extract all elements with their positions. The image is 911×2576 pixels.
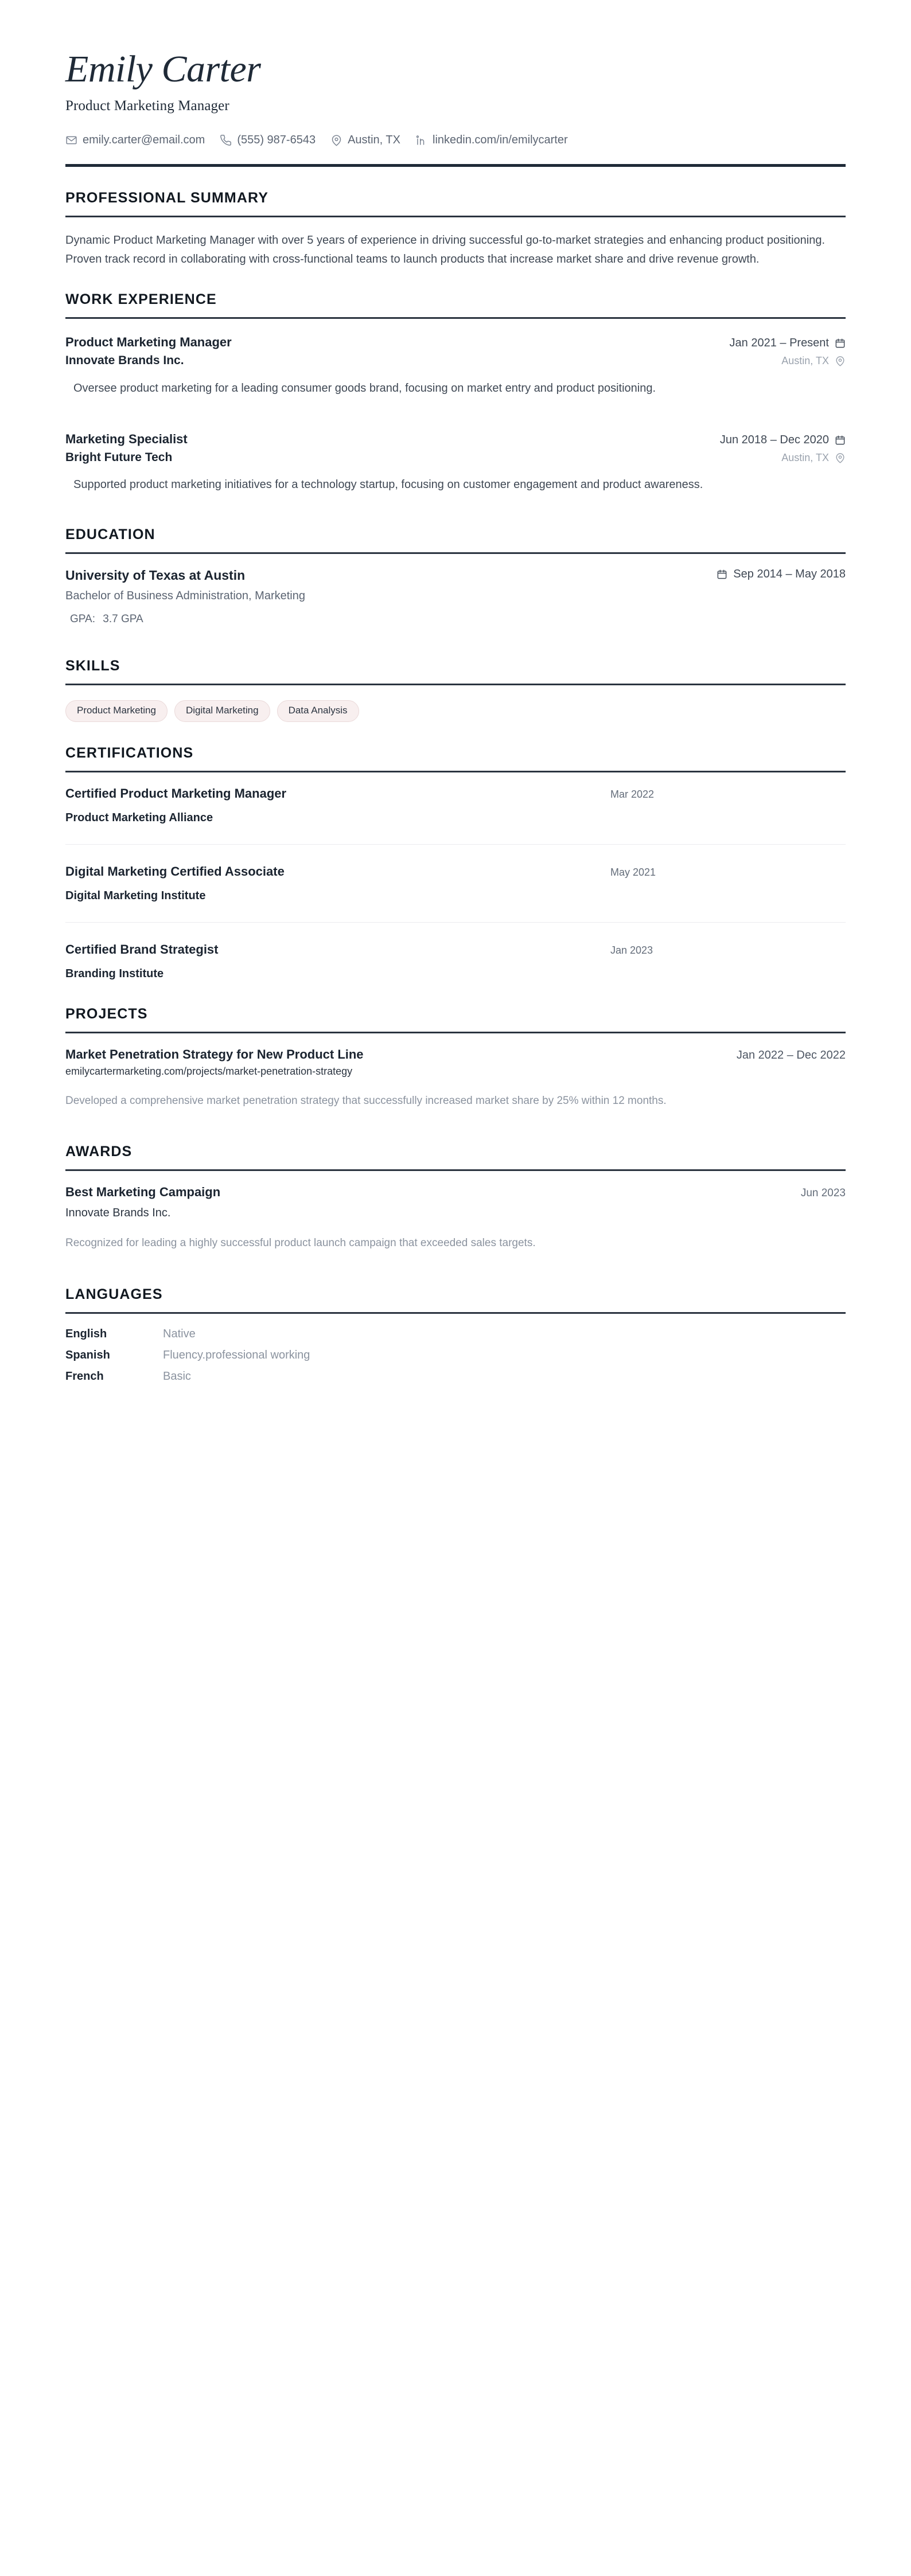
work-entry-company: Bright Future Tech <box>65 450 173 464</box>
education-dates <box>717 568 846 581</box>
work-entry-description: Oversee product marketing for a leading consumer goods brand, focusing on market entry and product positioning. <box>73 381 656 395</box>
certification-date: May 2021 <box>610 866 656 878</box>
calendar-icon <box>835 435 846 446</box>
language-row <box>65 1328 846 1341</box>
calendar-icon <box>717 569 727 580</box>
phone-icon <box>220 134 232 146</box>
envelope-icon <box>65 134 77 146</box>
certification-issuer: Branding Institute <box>65 967 164 980</box>
award-entry <box>65 1185 846 1252</box>
education-gpa <box>70 613 846 626</box>
contact-email-text: emily.carter@email.com <box>83 134 205 147</box>
section-skills <box>65 635 846 721</box>
section-rule-certifications <box>65 771 846 772</box>
location-pin-icon <box>330 134 342 146</box>
section-title-summary: PROFESSIONAL SUMMARY <box>65 190 268 206</box>
contact-phone[interactable] <box>220 134 316 147</box>
project-entry <box>65 1047 846 1110</box>
education-school: University of Texas at Austin <box>65 567 246 583</box>
language-level: Native <box>163 1328 196 1341</box>
language-name: Spanish <box>65 1349 110 1362</box>
certification-name: Certified Product Marketing Manager <box>65 786 287 801</box>
language-level: Fluency.professional working <box>163 1349 310 1362</box>
candidate-headline: Product Marketing Manager <box>65 98 229 114</box>
education-entry <box>65 568 846 626</box>
certification-issuer: Product Marketing Alliance <box>65 811 213 824</box>
work-entry-location-text: Austin, TX <box>781 355 829 367</box>
section-title-skills: SKILLS <box>65 658 120 674</box>
certification-head <box>65 942 846 957</box>
section-work-experience <box>65 268 846 494</box>
contact-phone-text: (555) 987-6543 <box>237 134 316 147</box>
work-entry-org-row <box>65 448 846 467</box>
work-entry-company: Innovate Brands Inc. <box>65 354 184 368</box>
page-bottom-space <box>65 1391 846 1965</box>
certification-entry <box>65 942 846 983</box>
skill-pill: Product Marketing <box>65 700 168 721</box>
language-name: English <box>65 1328 107 1341</box>
certification-issuer: Digital Marketing Institute <box>65 889 206 902</box>
award-organization: Innovate Brands Inc. <box>65 1207 171 1220</box>
certification-head <box>65 864 846 879</box>
section-awards <box>65 1121 846 1252</box>
work-entry-dates <box>730 337 846 350</box>
work-entry-location-text: Austin, TX <box>781 451 829 463</box>
section-rule-skills <box>65 684 846 685</box>
project-head <box>65 1047 846 1062</box>
award-title: Best Marketing Campaign <box>65 1185 221 1200</box>
location-pin-icon <box>835 356 846 366</box>
award-date: Jun 2023 <box>800 1187 846 1200</box>
section-rule-languages <box>65 1312 846 1314</box>
section-certifications <box>65 722 846 983</box>
language-level: Basic <box>163 1370 191 1383</box>
work-entry-title-row <box>65 333 846 352</box>
project-url[interactable]: emilycartermarketing.com/projects/market-penetration-strategy <box>65 1065 353 1077</box>
section-projects <box>65 983 846 1110</box>
section-rule-education <box>65 552 846 554</box>
education-gpa-value: 3.7 GPA <box>103 613 143 626</box>
section-title-languages: LANGUAGES <box>65 1286 163 1303</box>
summary-text: Dynamic Product Marketing Manager with over 5 years of experience in driving successful go-to-market strategies and enhancing product positioning. Proven track record in collaborating with cross-functional teams to launch products that increase market share and drive revenue growth. <box>65 234 826 266</box>
work-entry-title-row <box>65 430 846 448</box>
work-entry-org-row <box>65 352 846 370</box>
section-education <box>65 504 846 626</box>
contact-row <box>65 134 846 147</box>
work-entry-dates-text: Jan 2021 – Present <box>729 337 829 350</box>
work-entry-location <box>781 355 846 367</box>
work-entry-location <box>781 452 846 464</box>
contact-location <box>330 134 400 147</box>
location-pin-icon <box>835 452 846 463</box>
project-dates: Jan 2022 – Dec 2022 <box>736 1048 846 1061</box>
section-title-certifications: CERTIFICATIONS <box>65 744 194 761</box>
education-entry-head <box>65 568 846 583</box>
section-rule-projects <box>65 1032 846 1033</box>
section-title-work-experience: WORK EXPERIENCE <box>65 291 217 308</box>
certification-name: Certified Brand Strategist <box>65 942 219 957</box>
language-row <box>65 1370 846 1383</box>
certification-entry <box>65 786 846 845</box>
section-languages <box>65 1263 846 1383</box>
project-title: Market Penetration Strategy for New Product Line <box>65 1047 364 1061</box>
education-dates-text: Sep 2014 – May 2018 <box>733 567 846 580</box>
work-entry-dates-text: Jun 2018 – Dec 2020 <box>719 433 829 446</box>
section-professional-summary <box>65 167 846 268</box>
candidate-name: Emily Carter <box>65 48 261 90</box>
work-entry-title: Marketing Specialist <box>65 431 188 446</box>
contact-linkedin[interactable] <box>415 134 568 147</box>
section-rule-work-experience <box>65 317 846 319</box>
section-title-awards: AWARDS <box>65 1143 133 1160</box>
linkedin-icon <box>415 134 427 146</box>
language-row <box>65 1349 846 1362</box>
skill-pill: Digital Marketing <box>174 700 270 721</box>
resume-header <box>65 49 846 167</box>
entry-spacer <box>65 407 846 430</box>
certification-date: Jan 2023 <box>610 944 653 956</box>
award-description: Recognized for leading a highly successful product launch campaign that exceeded sales targets. <box>65 1237 536 1250</box>
skill-pill: Data Analysis <box>277 700 359 721</box>
skills-list <box>65 699 846 721</box>
certification-entry <box>65 864 846 923</box>
contact-linkedin-text: linkedin.com/in/emilycarter <box>433 134 568 147</box>
section-title-projects: PROJECTS <box>65 1005 148 1022</box>
project-description: Developed a comprehensive market penetration strategy that successfully increased market share by 25% within 12 months. <box>65 1094 667 1107</box>
certification-name: Digital Marketing Certified Associate <box>65 864 285 879</box>
certification-head <box>65 786 846 801</box>
section-title-education: EDUCATION <box>65 526 155 542</box>
work-entry-dates <box>720 434 846 447</box>
certification-date: Mar 2022 <box>610 788 655 800</box>
education-gpa-label: GPA: <box>70 613 95 626</box>
contact-email[interactable] <box>65 134 205 147</box>
work-entry <box>65 333 846 397</box>
section-rule-awards <box>65 1169 846 1171</box>
calendar-icon <box>835 338 846 349</box>
work-entry-title: Product Marketing Manager <box>65 335 232 350</box>
section-rule-summary <box>65 216 846 217</box>
work-entry-description: Supported product marketing initiatives for a technology startup, focusing on customer engagement and product awareness. <box>73 478 703 491</box>
education-degree: Bachelor of Business Administration, Marketing <box>65 589 305 602</box>
resume-content <box>65 0 846 1965</box>
award-head <box>65 1185 846 1200</box>
language-name: French <box>65 1370 104 1383</box>
contact-location-text: Austin, TX <box>348 134 400 147</box>
work-entry <box>65 430 846 494</box>
